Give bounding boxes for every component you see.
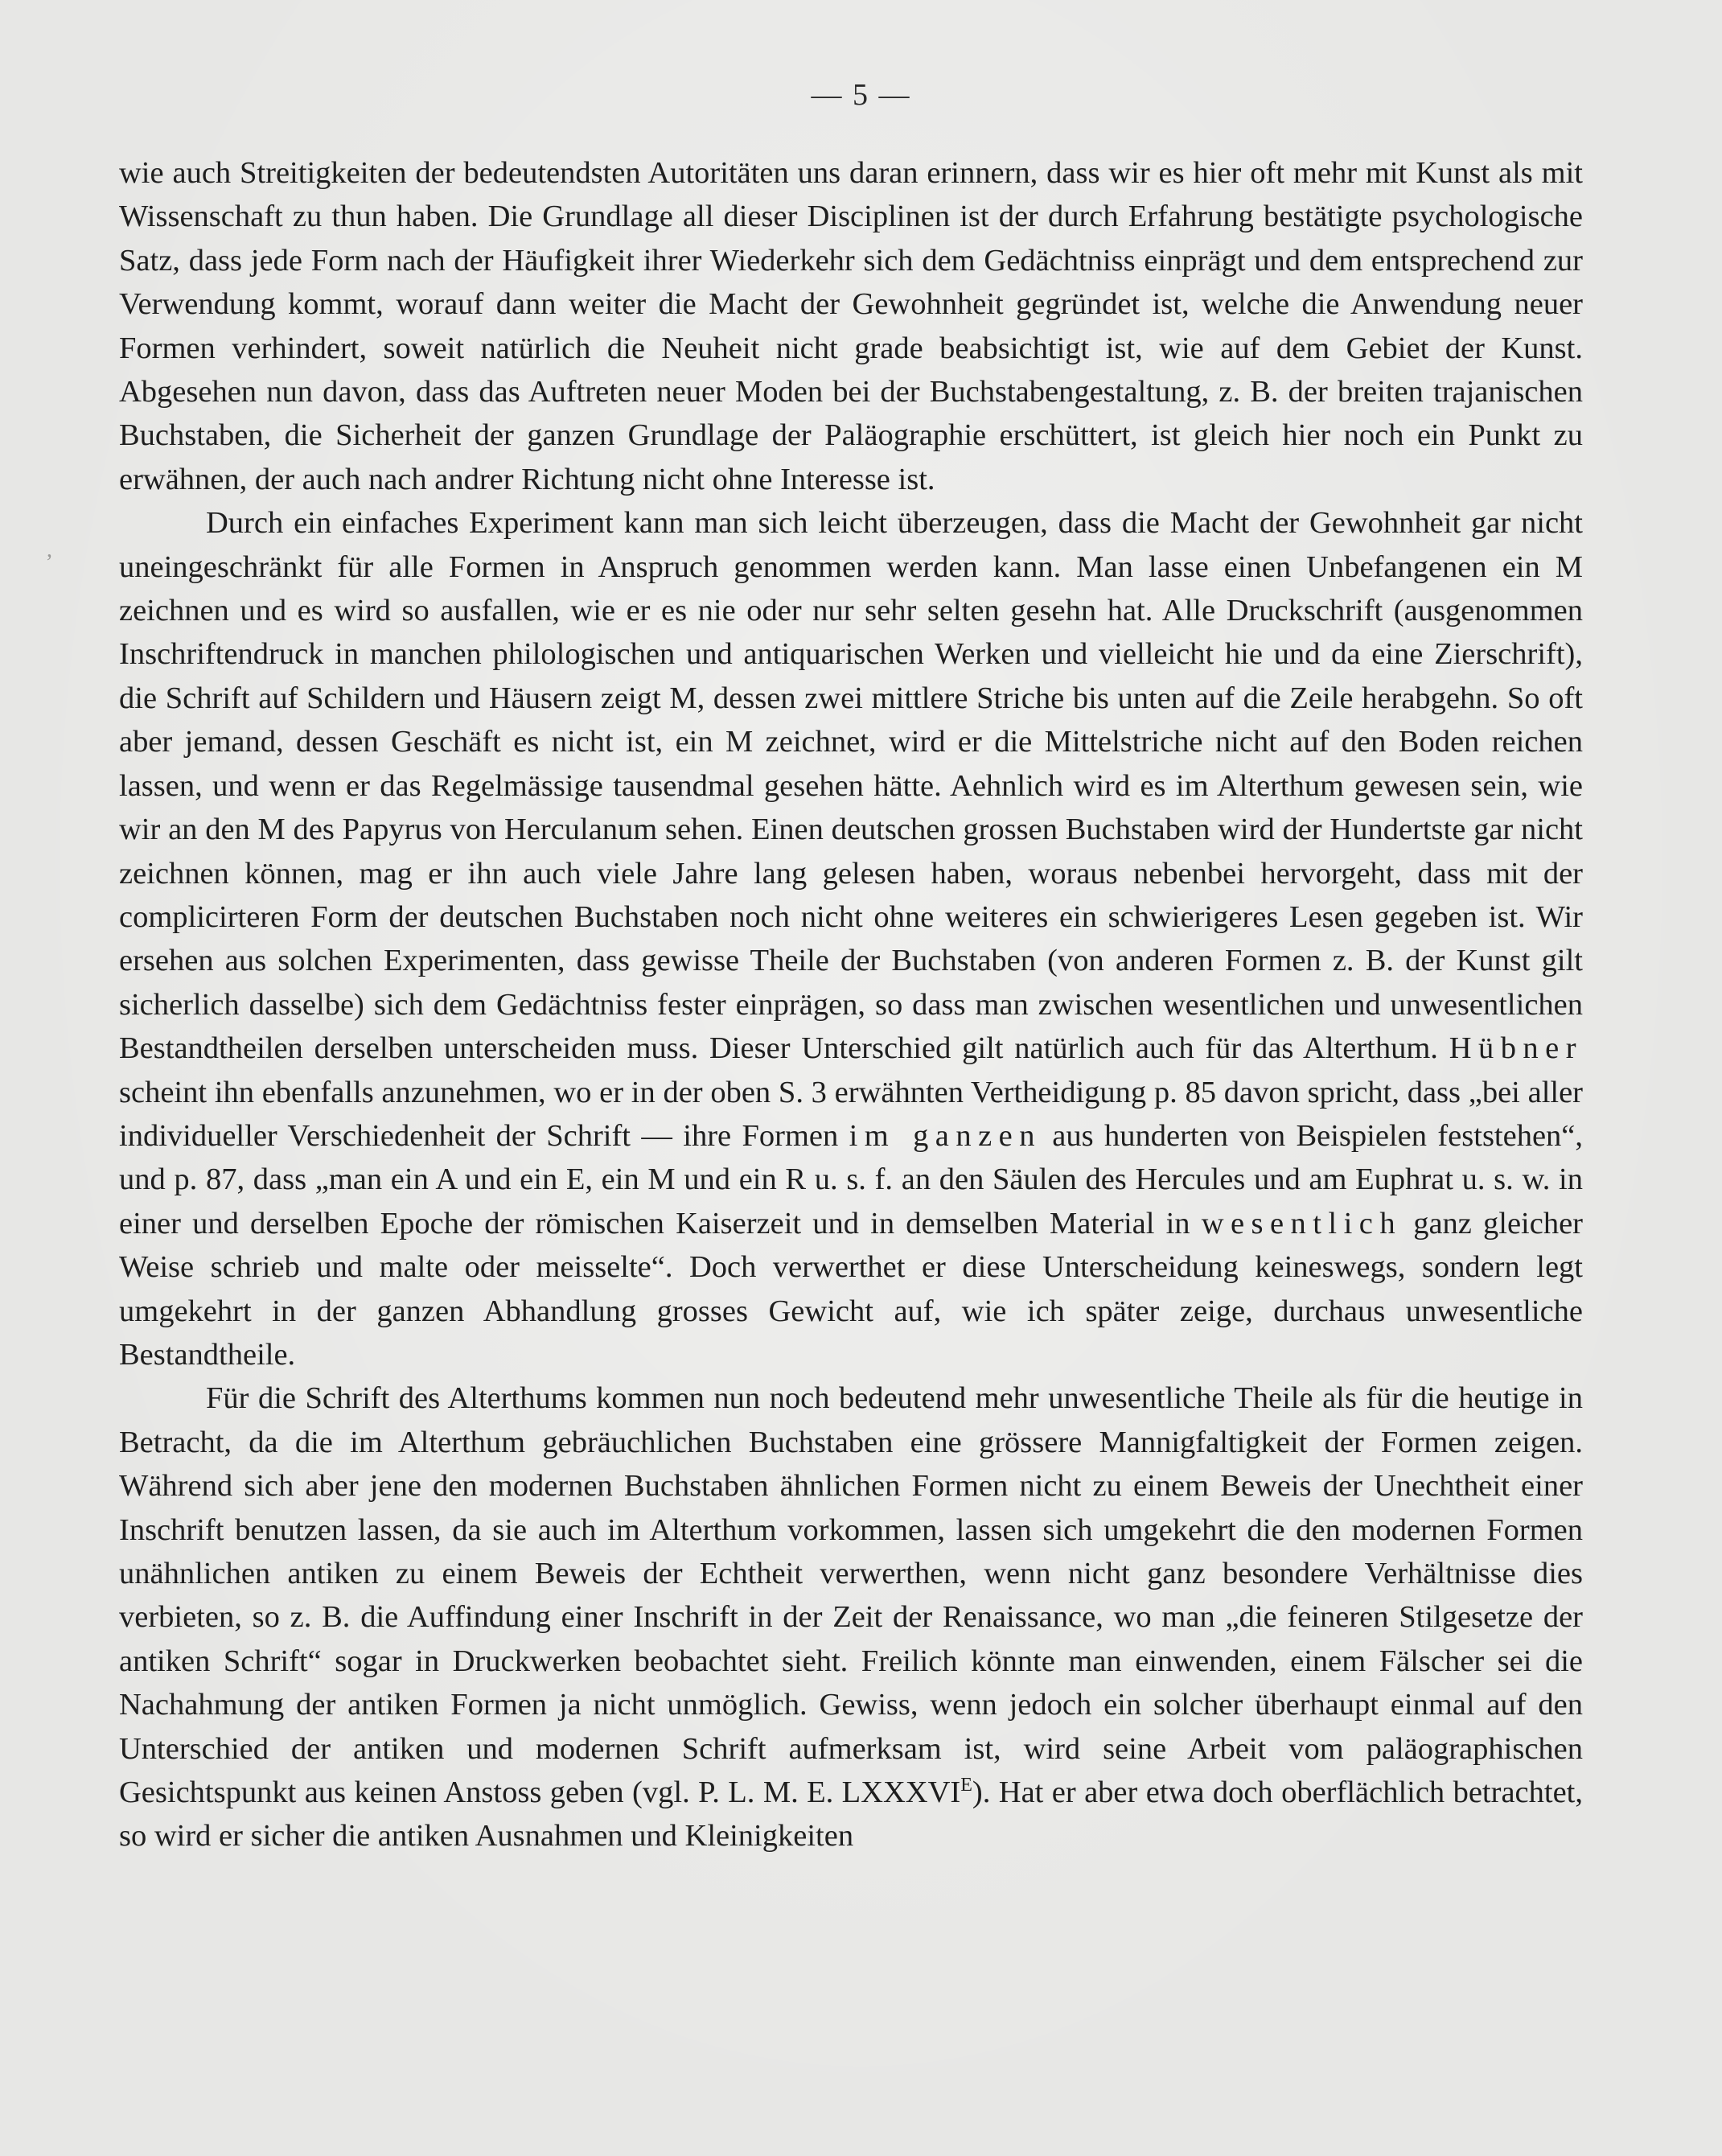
paragraph-1 [119, 151, 1583, 501]
body-text [119, 151, 1583, 1858]
text-segment: Durch ein einfaches Experiment kann man sich leicht überzeugen, dass die Macht der Gewohnheit gar nicht uneingeschränkt für alle Formen in Anspruch genommen werden kann. Man lasse einen Unbefangenen ein M zeichnen und es wird so ausfallen, wie er es nie oder nur sehr selten gesehn hat. Alle Druckschrift (ausgenommen Inschriftendruck in manchen philologischen und antiquarischen Werken und vielleicht hie und da eine Zierschrift), die Schrift auf Schildern und Häusern zeigt M, dessen zwei mittlere Striche bis unten auf die Zeile herabgehn. So oft aber jemand, dessen Geschäft es nicht ist, ein M zeichnet, wird er die Mittelstriche nicht auf den Boden reichen lassen, und wenn er das Regelmässige tausendmal gesehen hätte. Aehnlich wird es im Alterthum gewesen sein, wie wir an den M des Papyrus von Herculanum sehen. Einen deutschen grossen Buchstaben wird der Hundertste gar nicht zeichnen können, mag er ihn auch viele Jahre lang gelesen haben, woraus nebenbei hervorgeht, dass mit der complicirteren Form der deutschen Buchstaben noch nicht ohne weiteres ein schwierigeres Lesen gegeben ist. Wir ersehen aus solchen Experimenten, dass gewisse Theile der Buchstaben (von anderen Formen z. B. der Kunst gilt sicherlich dasselbe) sich dem Gedächtniss fester einprägen, so dass man zwischen wesentlichen und unwesentlichen Bestandtheilen derselben unterscheiden muss. Dieser Unterschied gilt natürlich auch für das Alterthum. [119, 506, 1583, 1066]
page-number: — 5 — [811, 78, 911, 112]
spaced-emphasis: im ganzen [849, 1118, 1042, 1153]
text-segment: ). Hat er aber etwa doch oberflächlich betrachtet, so wird er sicher die antiken Ausnahmen und Kleinigkeiten [119, 1775, 1583, 1854]
paragraph-2 [119, 501, 1583, 1376]
text-segment: Für die Schrift des Alterthums kommen nun noch bedeutend mehr unwesentliche Theile als für die heutige in Betracht, da die im Alterthum gebräuchlichen Buchstaben eine grössere Mannigfaltigkeit der Formen zeigen. Während sich aber jene den modernen Buchstaben ähnlichen Formen nicht zu einem Beweis der Unechtheit einer Inschrift benutzen lassen, da sie auch im Alterthum vorkommen, lassen sich umgekehrt die den modernen Formen unähnlichen antiken zu einem Beweis der Echtheit verwerthen, wenn nicht ganz besondere Verhältnisse dies verbieten, so z. B. die Auffindung einer Inschrift in der Zeit der Renaissance, wo man „die feineren Stilgesetze der antiken Schrift“ sogar in Druckwerken beobachtet sieht. Freilich könnte man einwenden, einem Fälscher sei die Nachahmung der antiken Formen ja nicht unmöglich. Gewiss, wenn jedoch ein solcher überhaupt einmal auf den Unterschied der antiken und modernen Schrift aufmerksam ist, wird seine Arbeit vom paläographischen Gesichtspunkt aus keinen Anstoss geben (vgl. P. L. M. E. LXXXVI [119, 1381, 1583, 1810]
spaced-emphasis: wesentlich [1201, 1206, 1403, 1241]
superscript: E [960, 1775, 972, 1796]
text-segment: aus hunderten von Beispielen feststehen“, und p. 87, dass „man ein A und ein E, ein M und ein R u. s. f. an den Säulen des Hercules und am Euphrat u. s. w. in einer und derselben Epoche der römischen Kaiserzeit und in demselben Material in [119, 1118, 1584, 1241]
scan-mark: , [47, 537, 52, 562]
spaced-name-huebner: Hübner [1449, 1031, 1583, 1066]
paragraph-3 [119, 1376, 1583, 1858]
text-segment: scheint ihn ebenfalls anzunehmen, wo er in der oben S. 3 erwähnten Vertheidigung p. 85 davon spricht, dass „bei aller individueller Verschiedenheit der Schrift — ihre Formen [119, 1075, 1583, 1153]
text-segment: ganz gleicher Weise schrieb und malte oder meisselte“. Doch verwerthet er diese Unterscheidung keineswegs, sondern legt umgekehrt in der ganzen Abhandlung grosses Gewicht auf, wie ich später zeige, durchaus unwesentliche Bestandtheile. [119, 1206, 1583, 1372]
text-segment: wie auch Streitigkeiten der bedeutendsten Autoritäten uns daran erinnern, dass wir es hier oft mehr mit Kunst als mit Wissenschaft zu thun haben. Die Grundlage all dieser Disciplinen ist der durch Erfahrung bestätigte psychologische Satz, dass jede Form nach der Häufigkeit ihrer Wiederkehr sich dem Gedächtniss einprägt und dem entsprechend zur Verwendung kommt, worauf dann weiter die Macht der Gewohnheit gegründet ist, welche die Anwendung neuer Formen verhindert, soweit natürlich die Neuheit nicht grade beabsichtigt ist, wie auf dem Gebiet der Kunst. Abgesehen nun davon, dass das Auftreten neuer Moden bei der Buchstabengestaltung, z. B. der breiten trajanischen Buchstaben, die Sicherheit der ganzen Grundlage der Paläographie erschüttert, ist gleich hier noch ein Punkt zu erwähnen, der auch nach andrer Richtung nicht ohne Interesse ist. [119, 156, 1583, 496]
